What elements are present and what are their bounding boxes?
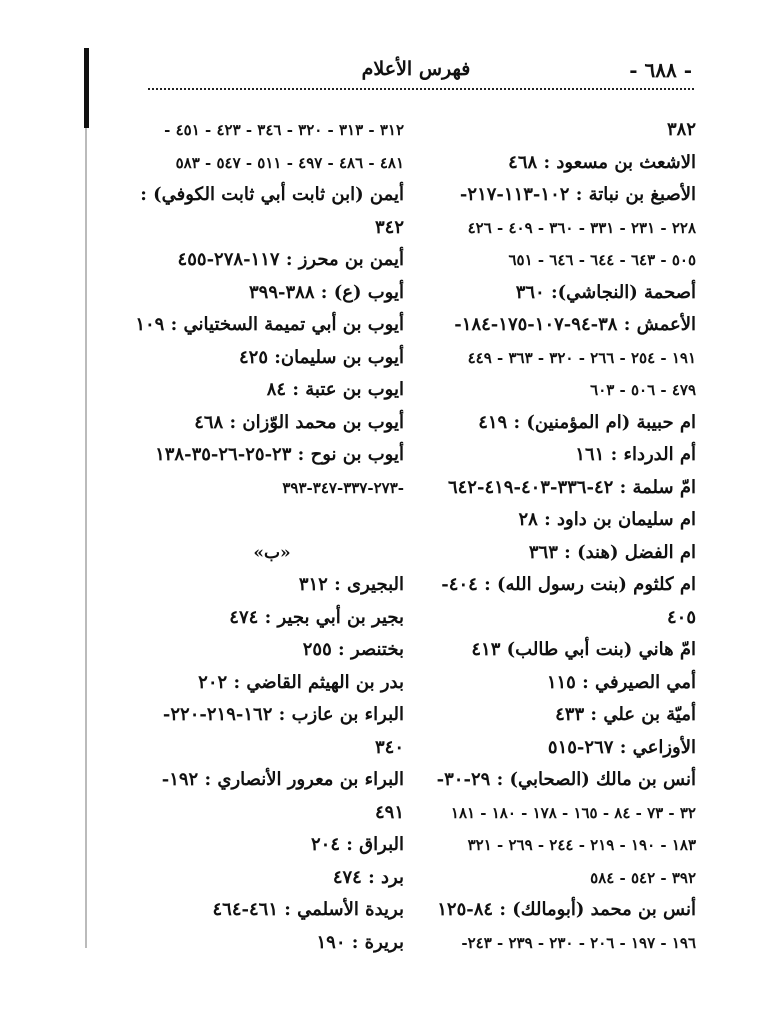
index-entry: ٥٠٥ - ٦٤٣ - ٦٤٤ - ٦٤٦ - ٦٥١ — [508, 251, 696, 269]
left-column — [135, 114, 404, 959]
index-entry: ٣٤٠ — [374, 736, 404, 758]
index-entry: بدر بن الهيثم القاضي : ٢٠٢ — [198, 671, 404, 693]
index-entry: أنس بن مالك (الصحابي) : ٢٩-٣٠- — [436, 769, 696, 790]
index-entry: أم الدرداء : ١٦١ — [575, 444, 696, 465]
index-entry: امّ هاني (بنت أبي طالب) ٤١٣ — [471, 639, 696, 660]
index-entry: ام الفضل (هند) : ٣٦٣ — [528, 541, 696, 563]
index-entry: أيوب بن سليمان: ٤٢٥ — [238, 346, 404, 368]
index-entry: ٤٧٩ - ٥٠٦ - ٦٠٣ — [590, 381, 696, 399]
index-entry: البراق : ٢٠٤ — [310, 834, 404, 855]
index-entry: ٤٠٥ — [666, 606, 696, 628]
index-entry: ايوب بن عتبة : ٨٤ — [266, 379, 404, 400]
index-entry: بريرة : ١٩٠ — [316, 931, 404, 953]
index-entry: ٣٤٢ — [374, 216, 404, 238]
index-entry: ام كلثوم (بنت رسول الله) : ٤٠٤- — [441, 574, 696, 595]
index-entry: ١٨٣ - ١٩٠ - ٢١٩ - ٢٤٤ - ٢٦٩ - ٣٢١ — [467, 836, 696, 854]
section-heading-ba: «ب» — [253, 542, 291, 563]
index-entry: ٤٨١ - ٤٨٦ - ٤٩٧ - ٥١١ - ٥٤٧ - ٥٨٣ — [175, 153, 404, 172]
index-entry: أيمن (ابن ثابت أبي ثابت الكوفي) : — [140, 184, 404, 205]
page-binding-shadow — [85, 128, 87, 948]
index-entry: -٢٧٣-٣٣٧-٣٤٧-٣٩٣ — [282, 478, 404, 497]
index-entry: بريدة الأسلمي : ٤٦١-٤٦٤ — [212, 899, 404, 920]
index-entry: أنس بن محمد (أبومالك) : ٨٤-١٢٥ — [437, 899, 696, 920]
index-entry: أصحمة (النجاشي): ٣٦٠ — [515, 281, 696, 303]
page-title: فهرس الأعلام — [361, 58, 471, 80]
index-entry: بجير بن أبي بجير : ٤٧٤ — [229, 606, 404, 628]
index-entry: البراء بن معرور الأنصاري : ١٩٢- — [161, 769, 404, 790]
index-entry: ٣١٢ - ٣١٣ - ٣٢٠ - ٣٤٦ - ٤٢٣ - ٤٥١ - — [164, 121, 404, 139]
index-entry: بختنصر : ٢٥٥ — [302, 639, 404, 660]
page-header — [140, 52, 692, 92]
index-entry: امّ سلمة : ٤٢-٣٣٦-٤٠٣-٤١٩-٦٤٢ — [447, 476, 696, 498]
index-entry: أيوب بن نوح : ٢٣-٢٥-٢٦-٣٥-١٣٨ — [155, 444, 404, 465]
index-entry: ٣٩٢ - ٥٤٢ - ٥٨٤ — [590, 868, 696, 887]
index-entry: الأعمش : ٣٨-٩٤-١٠٧-١٧٥-١٨٤- — [454, 314, 696, 335]
index-entry: الأوزاعي : ٢٦٧-٥١٥ — [547, 736, 696, 758]
index-entry: ٣٢ - ٧٣ - ٨٤ - ١٦٥ - ١٧٨ - ١٨٠ - ١٨١ — [450, 803, 696, 822]
index-entry: برد : ٤٧٤ — [332, 866, 404, 888]
index-entry: أيوب بن محمد الوّزان : ٤٦٨ — [194, 411, 404, 433]
index-entry: ام سليمان بن داود : ٢٨ — [518, 509, 696, 530]
index-entry: ٣٨٢ — [666, 119, 696, 140]
page-binding-edge — [84, 48, 89, 128]
index-entry: البجيرى : ٣١٢ — [298, 574, 404, 595]
index-entry: ١٩١ - ٢٥٤ - ٢٦٦ - ٣٢٠ - ٣٦٣ - ٤٤٩ — [467, 348, 696, 367]
header-divider — [148, 88, 694, 90]
index-entry: الاشعث بن مسعود : ٤٦٨ — [508, 151, 696, 173]
index-entry: ٢٢٨ - ٢٣١ - ٣٣١ - ٣٦٠ - ٤٠٩ - ٤٢٦ — [467, 218, 696, 237]
index-entry: أميّة بن علي : ٤٣٣ — [555, 704, 696, 725]
index-entry: ٤٩١ — [374, 801, 404, 823]
blank-line — [140, 504, 404, 537]
index-entry: أمي الصيرفي : ١١٥ — [546, 671, 696, 693]
right-column — [434, 114, 696, 959]
index-entry: أيوب بن أبي تميمة السختياني : ١٠٩ — [135, 314, 404, 335]
index-entry: الأصبغ بن نباتة : ١٠٢-١١٣-٢١٧- — [459, 184, 696, 205]
index-entry: ام حبيبة (ام المؤمنين) : ٤١٩ — [478, 411, 696, 433]
index-entry: أيمن بن محرز : ١١٧-٢٧٨-٤٥٥ — [177, 249, 404, 270]
page-number: - ٦٨٨ - — [629, 58, 692, 82]
index-entry: أيوب (ع) : ٣٨٨-٣٩٩ — [249, 281, 404, 303]
index-entry: ١٩٦ - ١٩٧ - ٢٠٦ - ٢٣٠ - ٢٣٩ - ٢٤٣- — [461, 933, 696, 952]
index-entry: البراء بن عازب : ١٦٢-٢١٩-٢٢٠- — [162, 704, 404, 725]
